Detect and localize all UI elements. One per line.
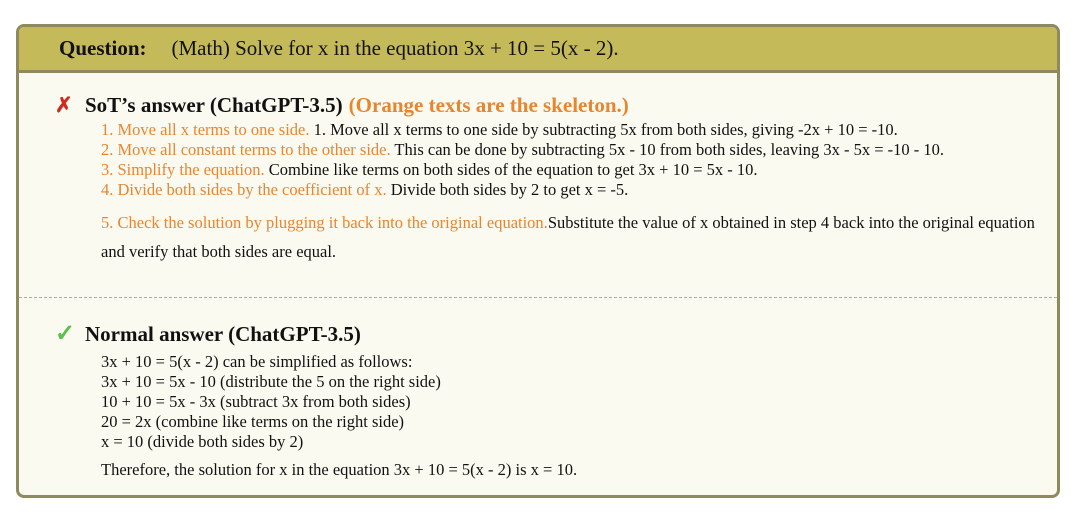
section-divider [19,297,1057,298]
step-expansion: 1. Move all x terms to one side by subtracting 5x from both sides, giving -2x + 10 = -10. [309,120,898,139]
normal-answer-title: Normal answer (ChatGPT-3.5) [85,322,361,346]
cross-icon: ✗ [55,93,73,117]
skeleton-text: 5. Check the solution by plugging it back into the original equation. [101,213,548,232]
sot-step [101,180,1057,200]
normal-answer-section [55,319,577,480]
sot-step [101,208,1057,266]
sot-step [101,140,1057,160]
answer-line: 10 + 10 = 5x - 3x (subtract 3x from both sides) [101,392,411,411]
example-card [16,24,1060,498]
question-bar [19,27,1057,73]
question-label: Question: [59,36,147,60]
step-expansion: Divide both sides by 2 to get x = -5. [386,180,629,199]
sot-answer-section [19,73,1057,266]
answer-line: x = 10 (divide both sides by 2) [101,432,304,451]
step-expansion: Substitute the value of x obtained in step 4 back into the original equation and verify that both sides are equal. [101,213,1035,261]
skeleton-note: (Orange texts are the skeleton.) [348,93,629,117]
question-text: (Math) Solve for x in the equation 3x + 10 = 5(x - 2). [171,36,619,60]
sot-answer-title: SoT’s answer (ChatGPT-3.5) [85,93,343,117]
skeleton-text: 2. Move all constant terms to the other side. [101,140,391,159]
sot-answer-body [101,120,1057,266]
skeleton-text: 4. Divide both sides by the coefficient of x. [101,180,387,199]
answer-conclusion: Therefore, the solution for x in the equation 3x + 10 = 5(x - 2) is x = 10. [101,460,578,479]
normal-answer-body [101,352,577,480]
check-icon: ✓ [55,321,76,347]
answer-line: 20 = 2x (combine like terms on the right side) [101,412,405,431]
answer-line: 3x + 10 = 5(x - 2) can be simplified as follows: [101,352,413,371]
skeleton-text: 3. Simplify the equation. [101,160,265,179]
sot-step [101,160,1057,180]
skeleton-text: 1. Move all x terms to one side. [101,120,310,139]
answer-line: 3x + 10 = 5x - 10 (distribute the 5 on the right side) [101,372,441,391]
sot-step [101,120,1057,140]
step-expansion: This can be done by subtracting 5x - 10 from both sides, leaving 3x - 5x = -10 - 10. [390,140,945,159]
step-expansion: Combine like terms on both sides of the equation to get 3x + 10 = 5x - 10. [264,160,758,179]
